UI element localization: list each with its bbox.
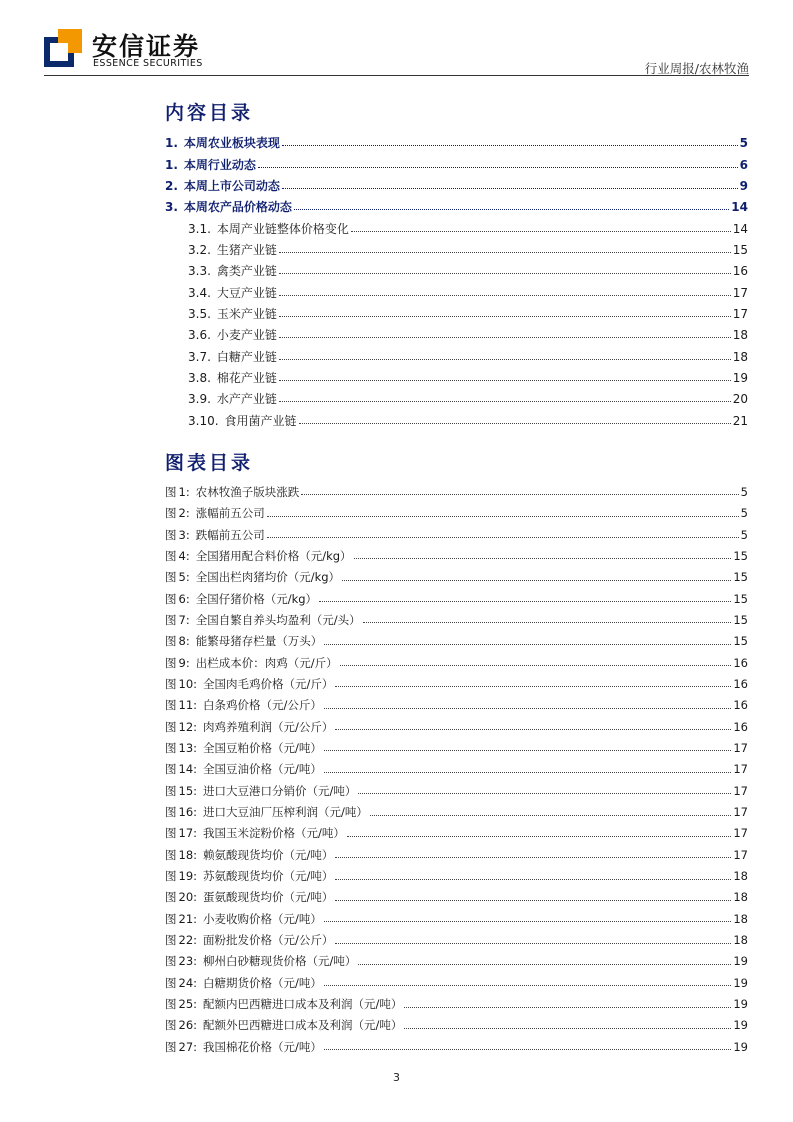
figure-entry-title — [165, 591, 318, 606]
figure-entry-prefix: 图 — [165, 762, 177, 777]
dot-leader — [354, 558, 732, 559]
figure-entry-page: 17 — [733, 826, 748, 841]
figure-entry-prefix: 图 — [165, 484, 177, 499]
dot-leader — [299, 423, 731, 424]
figure-entry-label: 赖氨酸现货均价（元/吨） — [203, 847, 334, 862]
figure-entry[interactable] — [165, 648, 748, 669]
figure-entry[interactable] — [165, 626, 748, 647]
toc-entry-label: 本周农产品价格动态 — [183, 200, 292, 215]
page-header — [0, 0, 793, 80]
toc-entry-page: 9 — [739, 179, 748, 194]
figure-entry[interactable] — [165, 861, 748, 882]
figure-entry-label: 农林牧渔子版块涨跌 — [195, 484, 300, 499]
toc-entry-number: 3.4. — [188, 285, 211, 300]
dot-leader — [335, 729, 731, 730]
figure-entry-number: 1: — [178, 484, 190, 499]
dot-leader — [404, 1028, 731, 1029]
figure-entry-label: 配额内巴西糖进口成本及利润（元/吨） — [203, 997, 403, 1012]
figure-entry-title — [165, 911, 322, 926]
toc-entry-page: 18 — [732, 349, 748, 364]
figure-entry-number: 23: — [178, 954, 198, 969]
toc-entry-title — [165, 201, 292, 213]
figure-entry-number: 2: — [178, 506, 190, 521]
figure-entry-prefix: 图 — [165, 612, 177, 627]
figure-entry-title — [165, 847, 334, 862]
figure-entry-page: 19 — [733, 975, 748, 990]
figure-entry-prefix: 图 — [165, 975, 177, 990]
figure-entry-number: 10: — [178, 676, 198, 691]
dot-leader — [370, 815, 731, 816]
toc-entry-label: 生猪产业链 — [216, 243, 277, 258]
figure-entry[interactable] — [165, 712, 748, 733]
dot-leader — [324, 644, 731, 645]
figure-entry[interactable] — [165, 840, 748, 861]
toc-entry-title — [165, 137, 280, 149]
dot-leader — [347, 836, 731, 837]
figure-entry-prefix: 图 — [165, 911, 177, 926]
figure-entry[interactable] — [165, 477, 748, 498]
figure-entry-page: 17 — [733, 783, 748, 798]
dot-leader — [279, 380, 731, 381]
figure-entry-title — [165, 871, 333, 883]
figure-entry-title — [165, 655, 338, 670]
figure-entry-title — [165, 484, 300, 499]
figure-entry-prefix: 图 — [165, 655, 177, 670]
toc-entry-label: 本周农业板块表现 — [183, 136, 280, 151]
figure-entry-title — [165, 548, 352, 563]
figure-entry-number: 26: — [178, 1018, 198, 1033]
toc-entry[interactable] — [165, 341, 748, 362]
figure-entry-prefix: 图 — [165, 634, 177, 649]
toc-entry-number: 1. — [165, 157, 178, 172]
figure-entry[interactable] — [165, 690, 748, 711]
toc-entry-page: 16 — [732, 264, 748, 279]
figure-entry-number: 5: — [178, 570, 190, 585]
dot-leader — [335, 686, 731, 687]
toc-entry-page: 14 — [731, 200, 748, 215]
dot-leader — [358, 793, 731, 794]
toc-entry-page: 15 — [732, 243, 748, 258]
figure-entry-number: 7: — [178, 612, 190, 627]
figure-entry-label: 苏氨酸现货均价（元/吨） — [203, 869, 334, 884]
figure-entry-page: 18 — [733, 890, 748, 905]
list-of-figures — [165, 477, 748, 1053]
figure-entry-number: 9: — [178, 655, 190, 670]
toc-entry[interactable] — [165, 256, 748, 277]
figure-entry-label: 进口大豆港口分销价（元/吨） — [203, 783, 357, 798]
toc-entry[interactable] — [165, 213, 748, 234]
figure-entry-number: 24: — [178, 975, 198, 990]
figure-entry[interactable] — [165, 754, 748, 775]
dot-leader — [324, 750, 731, 751]
figure-entry-prefix: 图 — [165, 954, 177, 969]
brand-name-cn: 安信证券 — [92, 32, 201, 61]
figure-entry[interactable] — [165, 1032, 748, 1053]
toc-entry-label: 大豆产业链 — [216, 285, 277, 300]
figure-entry[interactable] — [165, 498, 748, 519]
toc-entry-title — [165, 159, 256, 171]
figure-entry-title — [165, 508, 265, 520]
figure-entry-prefix: 图 — [165, 1039, 177, 1054]
figure-entry-title — [165, 676, 334, 691]
figure-entry-title — [165, 719, 334, 734]
brand-name-en: ESSENCE SECURITIES — [93, 58, 203, 69]
toc-entry[interactable] — [165, 320, 748, 341]
figure-entry[interactable] — [165, 925, 748, 946]
figure-entry-title — [165, 935, 333, 947]
dot-leader — [282, 188, 738, 189]
figure-entry-title — [165, 612, 361, 627]
dot-leader — [319, 601, 731, 602]
dot-leader — [351, 231, 731, 232]
figure-entry-page: 15 — [733, 591, 748, 606]
toc-entry-number: 1. — [165, 136, 178, 151]
figure-entry-page: 19 — [733, 1039, 748, 1054]
toc-entry-label: 玉米产业链 — [216, 307, 277, 322]
essence-logo-icon — [44, 29, 82, 67]
figure-entry-number: 13: — [178, 740, 198, 755]
figure-entry-prefix: 图 — [165, 869, 177, 884]
figure-entry-title — [165, 956, 356, 968]
figure-entry-title — [165, 740, 322, 755]
figure-entry[interactable] — [165, 1011, 748, 1032]
figure-entry[interactable] — [165, 797, 748, 818]
figure-entry-title — [165, 1039, 322, 1054]
dot-leader — [324, 772, 731, 773]
figure-entry[interactable] — [165, 883, 748, 904]
figure-entry-page: 18 — [733, 911, 748, 926]
figure-entry-number: 4: — [178, 548, 190, 563]
dot-leader — [358, 964, 731, 965]
toc-entry[interactable] — [165, 299, 748, 320]
toc-entry[interactable] — [165, 128, 748, 149]
toc-entry-title — [188, 372, 277, 384]
figure-entry-page: 18 — [733, 933, 748, 948]
toc-entry-page: 17 — [732, 285, 748, 300]
figure-entry-label: 跌幅前五公司 — [195, 527, 265, 542]
figure-entry-number: 18: — [178, 847, 198, 862]
figure-entry-title — [165, 572, 340, 584]
toc-entry-page: 19 — [732, 371, 748, 386]
toc-entry-number: 3.3. — [188, 264, 211, 279]
dot-leader — [267, 537, 739, 538]
figure-entry-number: 6: — [178, 591, 190, 606]
toc-entry-page: 5 — [739, 136, 748, 151]
toc-entry-title — [188, 351, 277, 363]
figure-entry-number: 25: — [178, 997, 198, 1012]
figure-entry-label: 全国猪用配合料价格（元/kg） — [195, 548, 352, 563]
figure-entry-prefix: 图 — [165, 506, 177, 521]
figure-entry-label: 面粉批发价格（元/公斤） — [203, 933, 334, 948]
figure-entry-page: 19 — [733, 997, 748, 1012]
dot-leader — [404, 1007, 731, 1008]
toc-entry-title — [188, 287, 277, 299]
figure-entry-number: 15: — [178, 783, 198, 798]
figure-entry-page: 15 — [733, 570, 748, 585]
figure-entry-page: 5 — [740, 484, 748, 499]
toc-entry-number: 3.2. — [188, 243, 211, 258]
toc-entry-label: 白糖产业链 — [216, 349, 277, 364]
figure-entry-number: 21: — [178, 911, 198, 926]
toc-entry-number: 3.10. — [188, 413, 219, 428]
dot-leader — [279, 273, 731, 274]
page-number: 3 — [393, 1071, 400, 1084]
figure-entry-prefix: 图 — [165, 890, 177, 905]
figure-entry[interactable] — [165, 947, 748, 968]
figure-entry-page: 16 — [733, 698, 748, 713]
toc-entry-label: 棉花产业链 — [216, 371, 277, 386]
dot-leader — [340, 665, 732, 666]
toc-entry-label: 食用菌产业链 — [224, 413, 297, 428]
figure-entry[interactable] — [165, 562, 748, 583]
toc-entry-number: 3.5. — [188, 307, 211, 322]
dot-leader — [342, 580, 731, 581]
toc-entry-page: 20 — [732, 392, 748, 407]
toc-entry-page: 21 — [732, 413, 748, 428]
figure-entry-label: 全国豆油价格（元/吨） — [203, 762, 322, 777]
dot-leader — [324, 921, 731, 922]
figure-entry-title — [165, 975, 322, 990]
figure-entry-page: 16 — [733, 676, 748, 691]
figure-entry-label: 小麦收购价格（元/吨） — [203, 911, 322, 926]
toc-entry-number: 3.1. — [188, 221, 211, 236]
toc-entry-page: 14 — [732, 221, 748, 236]
figure-entry-page: 17 — [733, 805, 748, 819]
dot-leader — [301, 494, 738, 495]
dot-leader — [279, 252, 731, 253]
figure-entry-prefix: 图 — [165, 1018, 177, 1033]
figure-entry-page: 15 — [733, 612, 748, 627]
toc-entry-title — [188, 244, 277, 256]
figure-entry-page: 19 — [733, 954, 748, 969]
dot-leader — [335, 943, 731, 944]
dot-leader — [279, 316, 731, 317]
figure-entry-number: 8: — [178, 634, 190, 649]
toc-entry-label: 本周上市公司动态 — [183, 179, 280, 194]
toc-title: 内容目录 — [165, 102, 254, 124]
figure-entry-label: 柳州白砂糖现货价格（元/吨） — [203, 954, 357, 969]
figure-entry-title — [165, 828, 345, 840]
figure-entry[interactable] — [165, 605, 748, 626]
figure-entry-label: 涨幅前五公司 — [195, 506, 265, 521]
figure-entry-number: 11: — [178, 698, 198, 713]
figure-entry[interactable] — [165, 776, 748, 797]
figure-entry-page: 17 — [733, 740, 748, 755]
figure-entry-page: 16 — [733, 655, 748, 670]
figure-entry-label: 全国肉毛鸡价格（元/斤） — [203, 676, 334, 691]
dot-leader — [279, 295, 731, 296]
figure-entry-title — [165, 1020, 402, 1032]
figure-entry-title — [165, 999, 402, 1011]
figure-entry[interactable] — [165, 733, 748, 754]
dot-leader — [267, 516, 739, 517]
figure-entry[interactable] — [165, 819, 748, 840]
figure-entry-label: 进口大豆油厂压榨利润（元/吨） — [203, 805, 368, 819]
figure-entry-prefix: 图 — [165, 570, 177, 585]
figure-entry-label: 全国出栏肉猪均价（元/kg） — [195, 570, 341, 585]
header-divider — [44, 75, 749, 76]
toc-entry-page: 17 — [732, 307, 748, 322]
figure-entry[interactable] — [165, 541, 748, 562]
figure-entry-number: 17: — [178, 826, 198, 841]
toc-entry-title — [188, 223, 349, 235]
figure-entry-prefix: 图 — [165, 997, 177, 1012]
dot-leader — [282, 145, 738, 146]
figure-entry-label: 配额外巴西糖进口成本及利润（元/吨） — [203, 1018, 403, 1033]
toc-entry-label: 小麦产业链 — [216, 328, 277, 343]
dot-leader — [324, 708, 731, 709]
figure-entry-title — [165, 783, 357, 798]
figure-entry-prefix: 图 — [165, 527, 177, 542]
figure-entry-prefix: 图 — [165, 548, 177, 563]
figure-entry-number: 3: — [178, 527, 190, 542]
figure-entry-label: 出栏成本价：肉鸡（元/斤） — [195, 655, 338, 670]
figure-entry-label: 我国棉花价格（元/吨） — [203, 1039, 322, 1054]
figure-entry[interactable] — [165, 669, 748, 690]
figure-list-title: 图表目录 — [165, 452, 254, 474]
figure-entry[interactable] — [165, 520, 748, 541]
figure-entry-prefix: 图 — [165, 719, 177, 734]
dot-leader — [279, 359, 731, 360]
toc-entry[interactable] — [165, 384, 748, 405]
figure-entry-page: 15 — [733, 548, 748, 563]
figure-entry-prefix: 图 — [165, 698, 177, 713]
toc-entry[interactable] — [165, 405, 748, 426]
figure-entry-prefix: 图 — [165, 740, 177, 755]
dot-leader — [279, 337, 731, 338]
figure-entry-number: 22: — [178, 933, 198, 948]
figure-entry-title — [165, 892, 333, 904]
figure-entry-prefix: 图 — [165, 591, 177, 606]
figure-entry-page: 16 — [733, 719, 748, 734]
toc-entry[interactable] — [165, 235, 748, 256]
figure-entry-title — [165, 527, 265, 542]
toc-entry-title — [188, 393, 277, 405]
figure-entry[interactable] — [165, 904, 748, 925]
dot-leader — [335, 857, 731, 858]
figure-entry-page: 15 — [733, 634, 748, 649]
toc-entry-label: 水产产业链 — [216, 392, 277, 407]
figure-entry-prefix: 图 — [165, 826, 177, 841]
toc-entry-title — [188, 415, 297, 427]
toc-entry-label: 本周行业动态 — [183, 157, 256, 172]
figure-entry-prefix: 图 — [165, 783, 177, 798]
figure-entry-title — [165, 700, 322, 712]
figure-entry-prefix: 图 — [165, 933, 177, 948]
toc-entry-title — [188, 329, 277, 341]
figure-entry-label: 蛋氨酸现货均价（元/吨） — [203, 890, 334, 905]
figure-entry-page: 17 — [733, 847, 748, 862]
figure-entry-prefix: 图 — [165, 847, 177, 862]
figure-entry-label: 白条鸡价格（元/公斤） — [203, 698, 322, 713]
figure-entry-page: 5 — [740, 506, 748, 521]
figure-entry-label: 肉鸡养殖利润（元/公斤） — [203, 719, 334, 734]
toc-entry-number: 2. — [165, 179, 178, 194]
figure-entry-page: 19 — [733, 1018, 748, 1033]
table-of-contents — [165, 128, 748, 427]
toc-entry-title — [188, 308, 277, 320]
dot-leader — [258, 167, 738, 168]
toc-entry-number: 3.7. — [188, 349, 211, 364]
figure-entry-number: 16: — [178, 805, 198, 819]
figure-entry-prefix: 图 — [165, 676, 177, 691]
toc-entry-title — [165, 180, 280, 192]
dot-leader — [324, 985, 731, 986]
figure-entry-number: 20: — [178, 890, 198, 905]
toc-entry[interactable] — [165, 363, 748, 384]
toc-entry-number: 3.9. — [188, 392, 211, 407]
figure-entry-label: 白糖期货价格（元/吨） — [203, 975, 322, 990]
toc-entry[interactable] — [165, 171, 748, 192]
toc-entry-title — [188, 265, 277, 277]
figure-entry-prefix: 图 — [165, 805, 177, 819]
dot-leader — [324, 1049, 731, 1050]
toc-entry-number: 3.8. — [188, 371, 211, 386]
dot-leader — [294, 209, 729, 210]
figure-entry[interactable] — [165, 989, 748, 1010]
figure-entry-title — [165, 764, 322, 776]
figure-entry[interactable] — [165, 584, 748, 605]
dot-leader — [335, 900, 731, 901]
toc-entry-number: 3. — [165, 200, 178, 215]
figure-entry[interactable] — [165, 968, 748, 989]
toc-entry-page: 18 — [732, 328, 748, 343]
toc-entry[interactable] — [165, 149, 748, 170]
dot-leader — [279, 401, 731, 402]
dot-leader — [335, 879, 731, 880]
dot-leader — [363, 622, 732, 623]
figure-entry-title — [165, 807, 368, 819]
figure-entry-label: 能繁母猪存栏量（万头） — [195, 634, 323, 649]
toc-entry-number: 3.6. — [188, 328, 211, 343]
toc-entry[interactable] — [165, 277, 748, 298]
toc-entry-label: 禽类产业链 — [216, 264, 277, 279]
figure-entry-number: 27: — [178, 1039, 198, 1054]
toc-entry[interactable] — [165, 192, 748, 213]
figure-entry-number: 12: — [178, 719, 198, 734]
toc-entry-label: 本周产业链整体价格变化 — [216, 221, 349, 236]
figure-entry-page: 18 — [733, 869, 748, 884]
figure-entry-number: 19: — [178, 869, 198, 884]
report-category: 行业周报/农林牧渔 — [644, 61, 749, 76]
figure-entry-title — [165, 636, 322, 648]
figure-entry-label: 全国豆粕价格（元/吨） — [203, 740, 322, 755]
figure-entry-page: 17 — [733, 762, 748, 777]
figure-entry-label: 我国玉米淀粉价格（元/吨） — [203, 826, 345, 841]
figure-entry-label: 全国自繁自养头均盈利（元/头） — [195, 612, 361, 627]
toc-entry-page: 6 — [739, 157, 748, 172]
figure-entry-label: 全国仔猪价格（元/kg） — [195, 591, 318, 606]
figure-entry-page: 5 — [740, 527, 748, 542]
figure-entry-number: 14: — [178, 762, 198, 777]
